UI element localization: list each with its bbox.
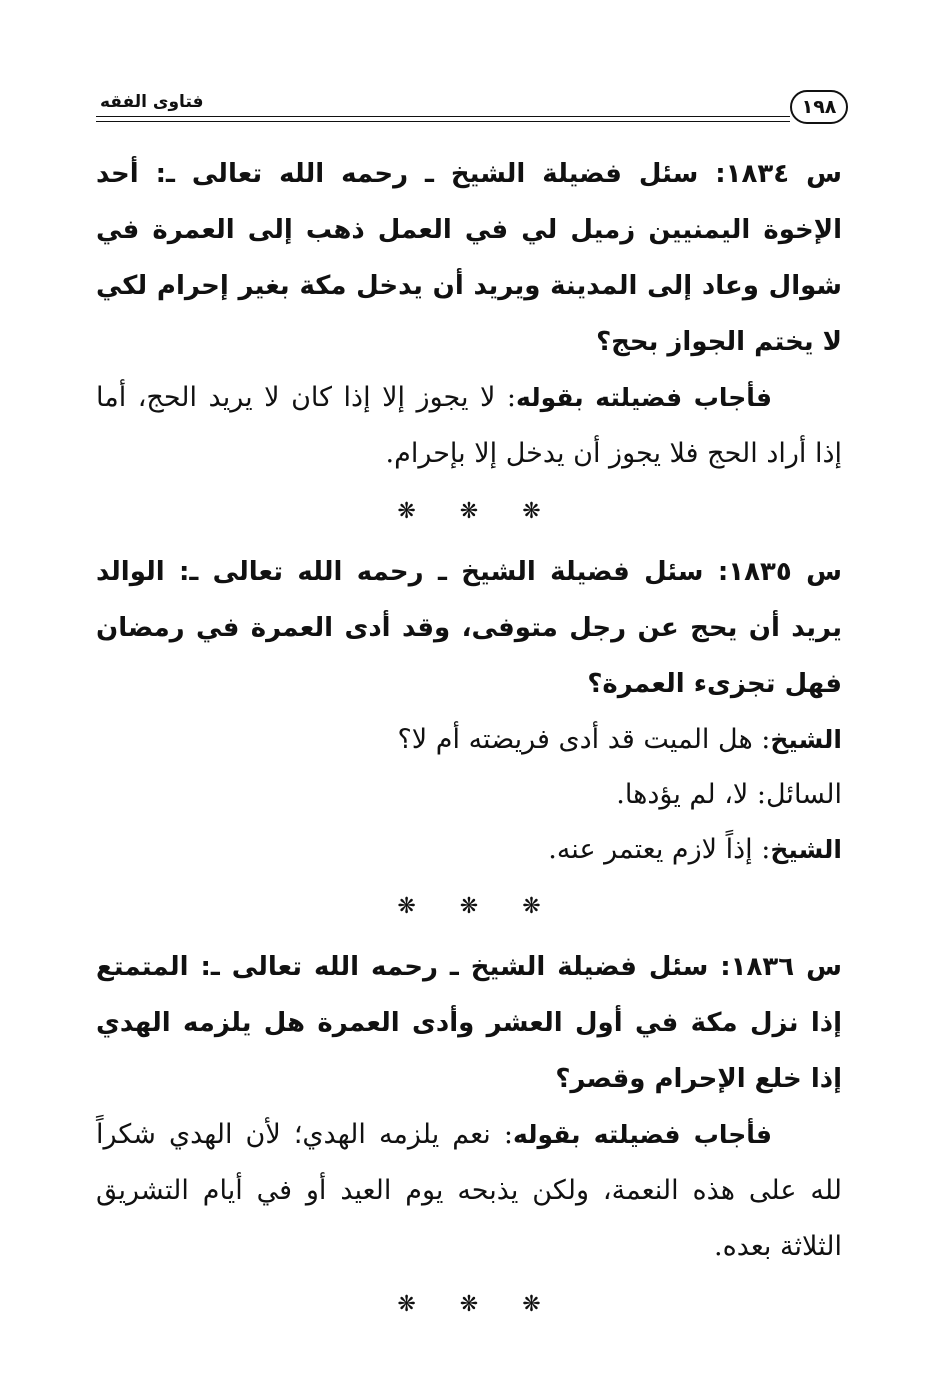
question-1834: س ١٨٣٤: سئل فضيلة الشيخ ـ رحمه الله تعالى ـ: أحد الإخوة اليمنيين زميل لي في العمل ذهب إلى العمرة في شوال وعاد إلى المدينة ويريد أن يدخل مكة بغير إحرام لكي لا يختم الجواز بحج؟	[96, 159, 842, 357]
dialogue-line	[96, 712, 842, 767]
section-separator	[96, 486, 842, 538]
asterisk-icon: ❋	[522, 1292, 541, 1317]
answer-1834	[96, 370, 842, 482]
question-1836: س ١٨٣٦: سئل فضيلة الشيخ ـ رحمه الله تعالى ـ: المتمتع إذا نزل مكة في أول العشر وأدى العمرة هل يلزمه الهدي إذا خلع الإحرام وقصر؟	[96, 952, 842, 1094]
dialogue-speaker: الشيخ	[770, 835, 842, 864]
dialogue-line	[96, 822, 842, 877]
answer-text: : نعم يلزمه الهدي؛ لأن الهدي شكراً لله على هذه النعمة، ولكن يذبحه يوم العيد أو في أيام التشريق الثلاثة بعده.	[96, 1119, 842, 1262]
section-separator	[96, 881, 842, 933]
answer-lead: فأجاب فضيلته بقوله	[516, 383, 772, 412]
dialogue-text: : إذاً لازم يعتمر عنه.	[548, 834, 771, 865]
book-title: فتاوى الفقه	[100, 92, 204, 112]
dialogue-speaker: السائل	[765, 779, 842, 810]
asterisk-icon: ❋	[459, 499, 479, 524]
dialogue-text: : لا، لم يؤدها.	[616, 779, 766, 810]
dialogue-text: : هل الميت قد أدى فريضته أم لا؟	[397, 724, 771, 755]
question-1835: س ١٨٣٥: سئل فضيلة الشيخ ـ رحمه الله تعالى ـ: الوالد يريد أن يحج عن رجل متوفى، وقد أدى العمرة في رمضان فهل تجزىء العمرة؟	[96, 557, 842, 699]
section-separator	[96, 1279, 842, 1331]
header-rule	[96, 116, 790, 117]
asterisk-icon: ❋	[522, 499, 541, 524]
asterisk-icon: ❋	[397, 499, 416, 524]
answer-text: : لا يجوز إلا إذا كان لا يريد الحج، أما إذا أراد الحج فلا يجوز أن يدخل إلا بإحرام.	[96, 382, 842, 469]
page-number: ١٩٨	[790, 90, 848, 124]
answer-lead: فأجاب فضيلته بقوله	[512, 1120, 772, 1149]
page-header	[96, 90, 848, 140]
asterisk-icon: ❋	[459, 894, 479, 919]
asterisk-icon: ❋	[522, 894, 541, 919]
asterisk-icon: ❋	[397, 1292, 416, 1317]
asterisk-icon: ❋	[397, 894, 416, 919]
dialogue-speaker: الشيخ	[770, 725, 842, 754]
page-body	[96, 146, 842, 1337]
header-rule	[96, 121, 790, 122]
asterisk-icon: ❋	[459, 1292, 479, 1317]
dialogue-line	[96, 767, 842, 822]
answer-1836	[96, 1107, 842, 1275]
